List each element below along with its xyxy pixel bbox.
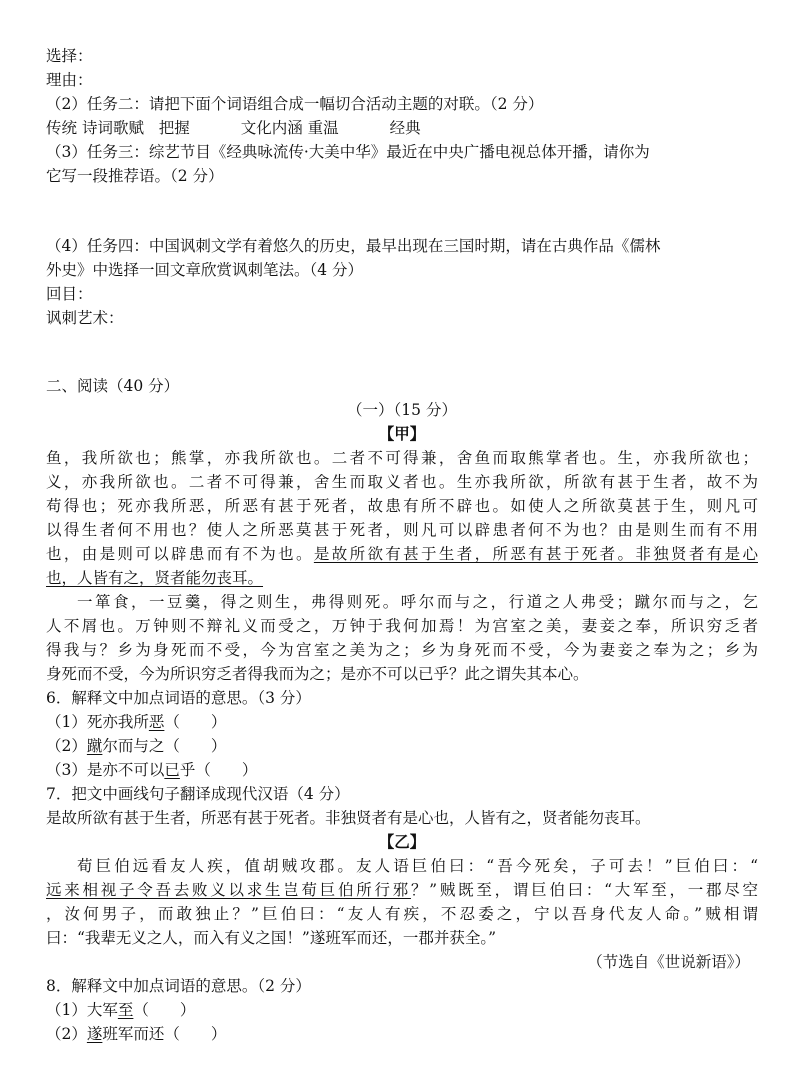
passage-jia-label: 【甲】 (378, 424, 426, 443)
passage-line: 荀巨伯远看友人疾，值胡贼攻郡。友人语巨伯曰：“吾今死矣，子可去！”巨伯曰：“ (77, 857, 758, 875)
passage-line: 得我与？乡为身死而不受，今为宫室之美为之；乡为身死而不受，今为妻妾之奉为之；乡为 (46, 641, 758, 659)
passage-line: 身死而不受，今为所识穷乏者得我而为之；是亦不可以已乎？此之谓失其本心。 (46, 665, 589, 683)
passage-line: 鱼，我所欲也；熊掌，亦我所欲也。二者不可得兼，舍鱼而取熊掌者也。生，亦我所欲也； (46, 449, 758, 467)
question-6-item: （3）是亦不可以已乎（ ） (46, 761, 258, 779)
passage-line: 一箪食，一豆羹，得之则生，弗得则死。呼尔而与之，行道之人弗受；蹴尔而与之，乞 (77, 593, 758, 611)
passage-line: 以得生者何不用也？使人之所恶莫甚于死者，则凡可以辟患者何不为也？由是则生而有不用 (46, 521, 758, 539)
choice-label: 选择： (46, 47, 93, 65)
exam-page (46, 44, 758, 1046)
passage-line: 远来相视子令吾去败义以求生岂荀巨伯所行邪？”贼既至，谓巨伯曰：“大军至，一郡尽空 (46, 881, 758, 899)
passage-line: 人不屑也。万钟则不辩礼义而受之，万钟于我何加焉！为宫室之美，妻妾之奉，所识穷乏者 (46, 617, 758, 635)
task3-prompt-line1: （3）任务三：综艺节目《经典咏流传·大美中华》最近在中央广播电视总体开播，请你为 (46, 143, 650, 161)
passage-line: 苟得也；死亦我所恶，所恶有甚于死者，故患有所不辟也。如使人之所欲莫甚于生，则凡可 (46, 497, 758, 515)
question-8: 8．解释文中加点词语的意思。（2 分） (46, 977, 311, 995)
question-8-item: （2）遂班军而还（ ） (46, 1025, 227, 1043)
question-6: 6．解释文中加点词语的意思。（3 分） (46, 689, 311, 707)
question-6-item: （1）死亦我所恶（ ） (46, 713, 227, 731)
task2-prompt: （2）任务二：请把下面个词语组合成一幅切合活动主题的对联。（2 分） (46, 95, 544, 113)
task4-prompt-line1: （4）任务四：中国讽刺文学有着悠久的历史，最早出现在三国时期，请在古典作品《儒林 (46, 237, 661, 255)
underlined-sentence: 远来相视子令吾去败义以求生岂荀巨伯所行邪 (46, 881, 411, 899)
passage-line: 曰：“我辈无义之人，而入有义之国！”遂班军而还，一郡并获全。” (46, 929, 497, 947)
question-7-text: 是故所欲有甚于生者，所恶有甚于死者。非独贤者有是心也，人皆有之，贤者能勿丧耳。 (46, 809, 651, 827)
passage-line: 也，由是则可以辟患而有不为也。是故所欲有甚于生者，所恶有甚于死者。非独贤者有是心 (46, 545, 758, 563)
passage-jia (46, 446, 758, 686)
question-6-item: （2）蹴尔而与之（ ） (46, 737, 227, 755)
passage-yi-label: 【乙】 (378, 832, 426, 851)
part1-heading: （一）（15 分） (347, 401, 457, 419)
chapter-label: 回目： (46, 285, 93, 303)
question-7: 7．把文中画线句子翻译成现代汉语（4 分） (46, 785, 350, 803)
underlined-sentence: 也，人皆有之，贤者能勿丧耳。 (46, 569, 264, 587)
passage-line: ，汝何男子，而敢独止？”巨伯曰：“友人有疾，不忍委之，宁以吾身代友人命。”贼相谓 (46, 905, 758, 923)
passage-yi (46, 854, 758, 950)
question-8-item: （1）大军至（ ） (46, 1001, 196, 1019)
passage-line: 义，亦我所欲也。二者不可得兼，舍生而取义者也。生亦我所欲，所欲有甚于生者，故不为 (46, 473, 758, 491)
underlined-sentence: 是故所欲有甚于生者，所恶有甚于死者。非独贤者有是心 (313, 545, 758, 563)
task2-words: 传统 诗词歌赋 把握 文化内涵 重温 经典 (46, 119, 421, 137)
task3-prompt-line2: 它写一段推荐语。（2 分） (46, 167, 224, 185)
reason-label: 理由： (46, 71, 93, 89)
passage-line (46, 566, 758, 590)
section2-heading: 二、阅读（40 分） (46, 377, 180, 395)
task4-prompt-line2: 外史》中选择一回文章欣赏讽刺笔法。（4 分） (46, 261, 364, 279)
satire-label: 讽刺艺术： (46, 309, 124, 327)
passage-source: （节选自《世说新语》） (587, 953, 750, 971)
